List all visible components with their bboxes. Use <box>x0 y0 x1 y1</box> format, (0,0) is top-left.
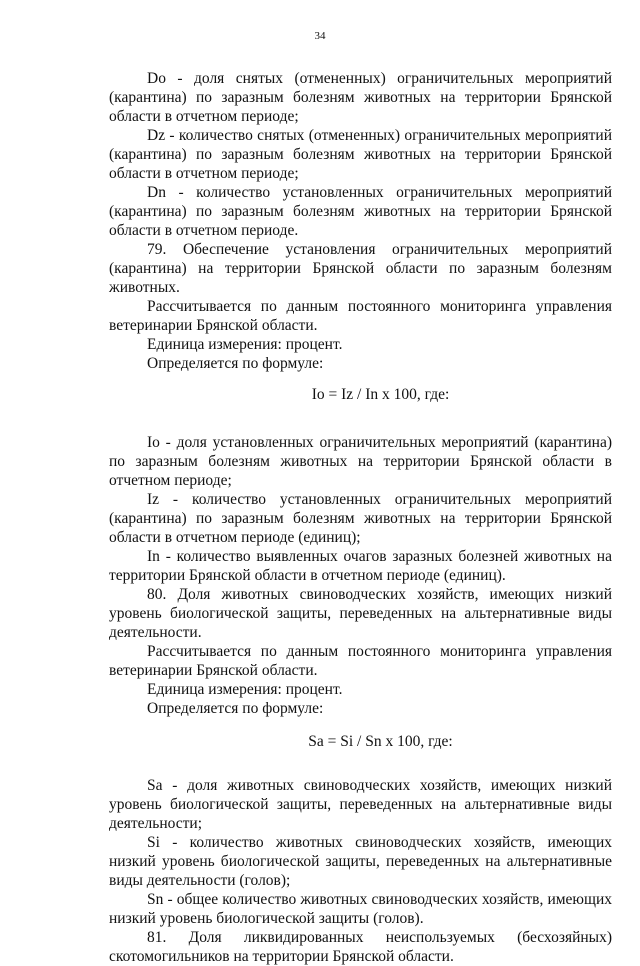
document-body <box>109 69 612 966</box>
item-79-unit: Единица измерения: процент. <box>147 336 343 353</box>
page-number: 34 <box>314 30 326 42</box>
definition-sn: Sn - общее количество животных свиноводческих хозяйств, имеющих низкий уровень биологической защиты (голов). <box>109 891 612 927</box>
definition-do: Do - доля снятых (отмененных) ограничительных мероприятий (карантина) по заразным болезням животных на территории Брянской области в отчетном периоде; <box>109 70 612 125</box>
definition-io: Io - доля установленных ограничительных мероприятий (карантина) по заразным болезням животных на территории Брянской области в отчетном периоде; <box>109 434 612 489</box>
definition-si: Si - количество животных свиноводческих хозяйств, имеющих низкий уровень биологической защиты, переведенных на альтернативные виды деятельности (голов); <box>109 834 612 889</box>
item-80-unit: Единица измерения: процент. <box>147 681 343 698</box>
definition-dn: Dn - количество установленных ограничительных мероприятий (карантина) по заразным болезням животных на территории Брянской области в отчетном периоде. <box>109 184 612 239</box>
item-80-source: Рассчитывается по данным постоянного мониторинга управления ветеринарии Брянской области. <box>109 643 612 679</box>
item-79-source: Рассчитывается по данным постоянного мониторинга управления ветеринарии Брянской области. <box>109 298 612 334</box>
item-80-heading: 80. Доля животных свиноводческих хозяйств, имеющих низкий уровень биологической защиты, переведенных на альтернативные виды деятельности. <box>109 586 612 641</box>
item-81-heading: 81. Доля ликвидированных неиспользуемых (бесхозяйных) скотомогильников на территории Брянской области. <box>109 929 612 965</box>
definition-sa: Sa - доля животных свиноводческих хозяйств, имеющих низкий уровень биологической защиты, переведенных на альтернативные виды деятельности; <box>109 777 612 832</box>
item-79-heading: 79. Обеспечение установления ограничительных мероприятий (карантина) на территории Брянской области по заразным болезням животных. <box>109 241 612 296</box>
formula-sa: Sa = Si / Sn x 100, где: <box>308 733 453 750</box>
definition-in: In - количество выявленных очагов заразных болезней животных на территории Брянской области в отчетном периоде (единиц). <box>109 548 612 584</box>
item-80-formula-intro: Определяется по формуле: <box>147 700 324 717</box>
definition-dz: Dz - количество снятых (отмененных) ограничительных мероприятий (карантина) по заразным болезням животных на территории Брянской области в отчетном периоде; <box>109 127 612 182</box>
formula-io: Io = Iz / In x 100, где: <box>311 386 450 403</box>
item-79-formula-intro: Определяется по формуле: <box>147 355 324 372</box>
definition-iz: Iz - количество установленных ограничительных мероприятий (карантина) по заразным болезням животных на территории Брянской области в отчетном периоде (единиц); <box>109 491 612 546</box>
